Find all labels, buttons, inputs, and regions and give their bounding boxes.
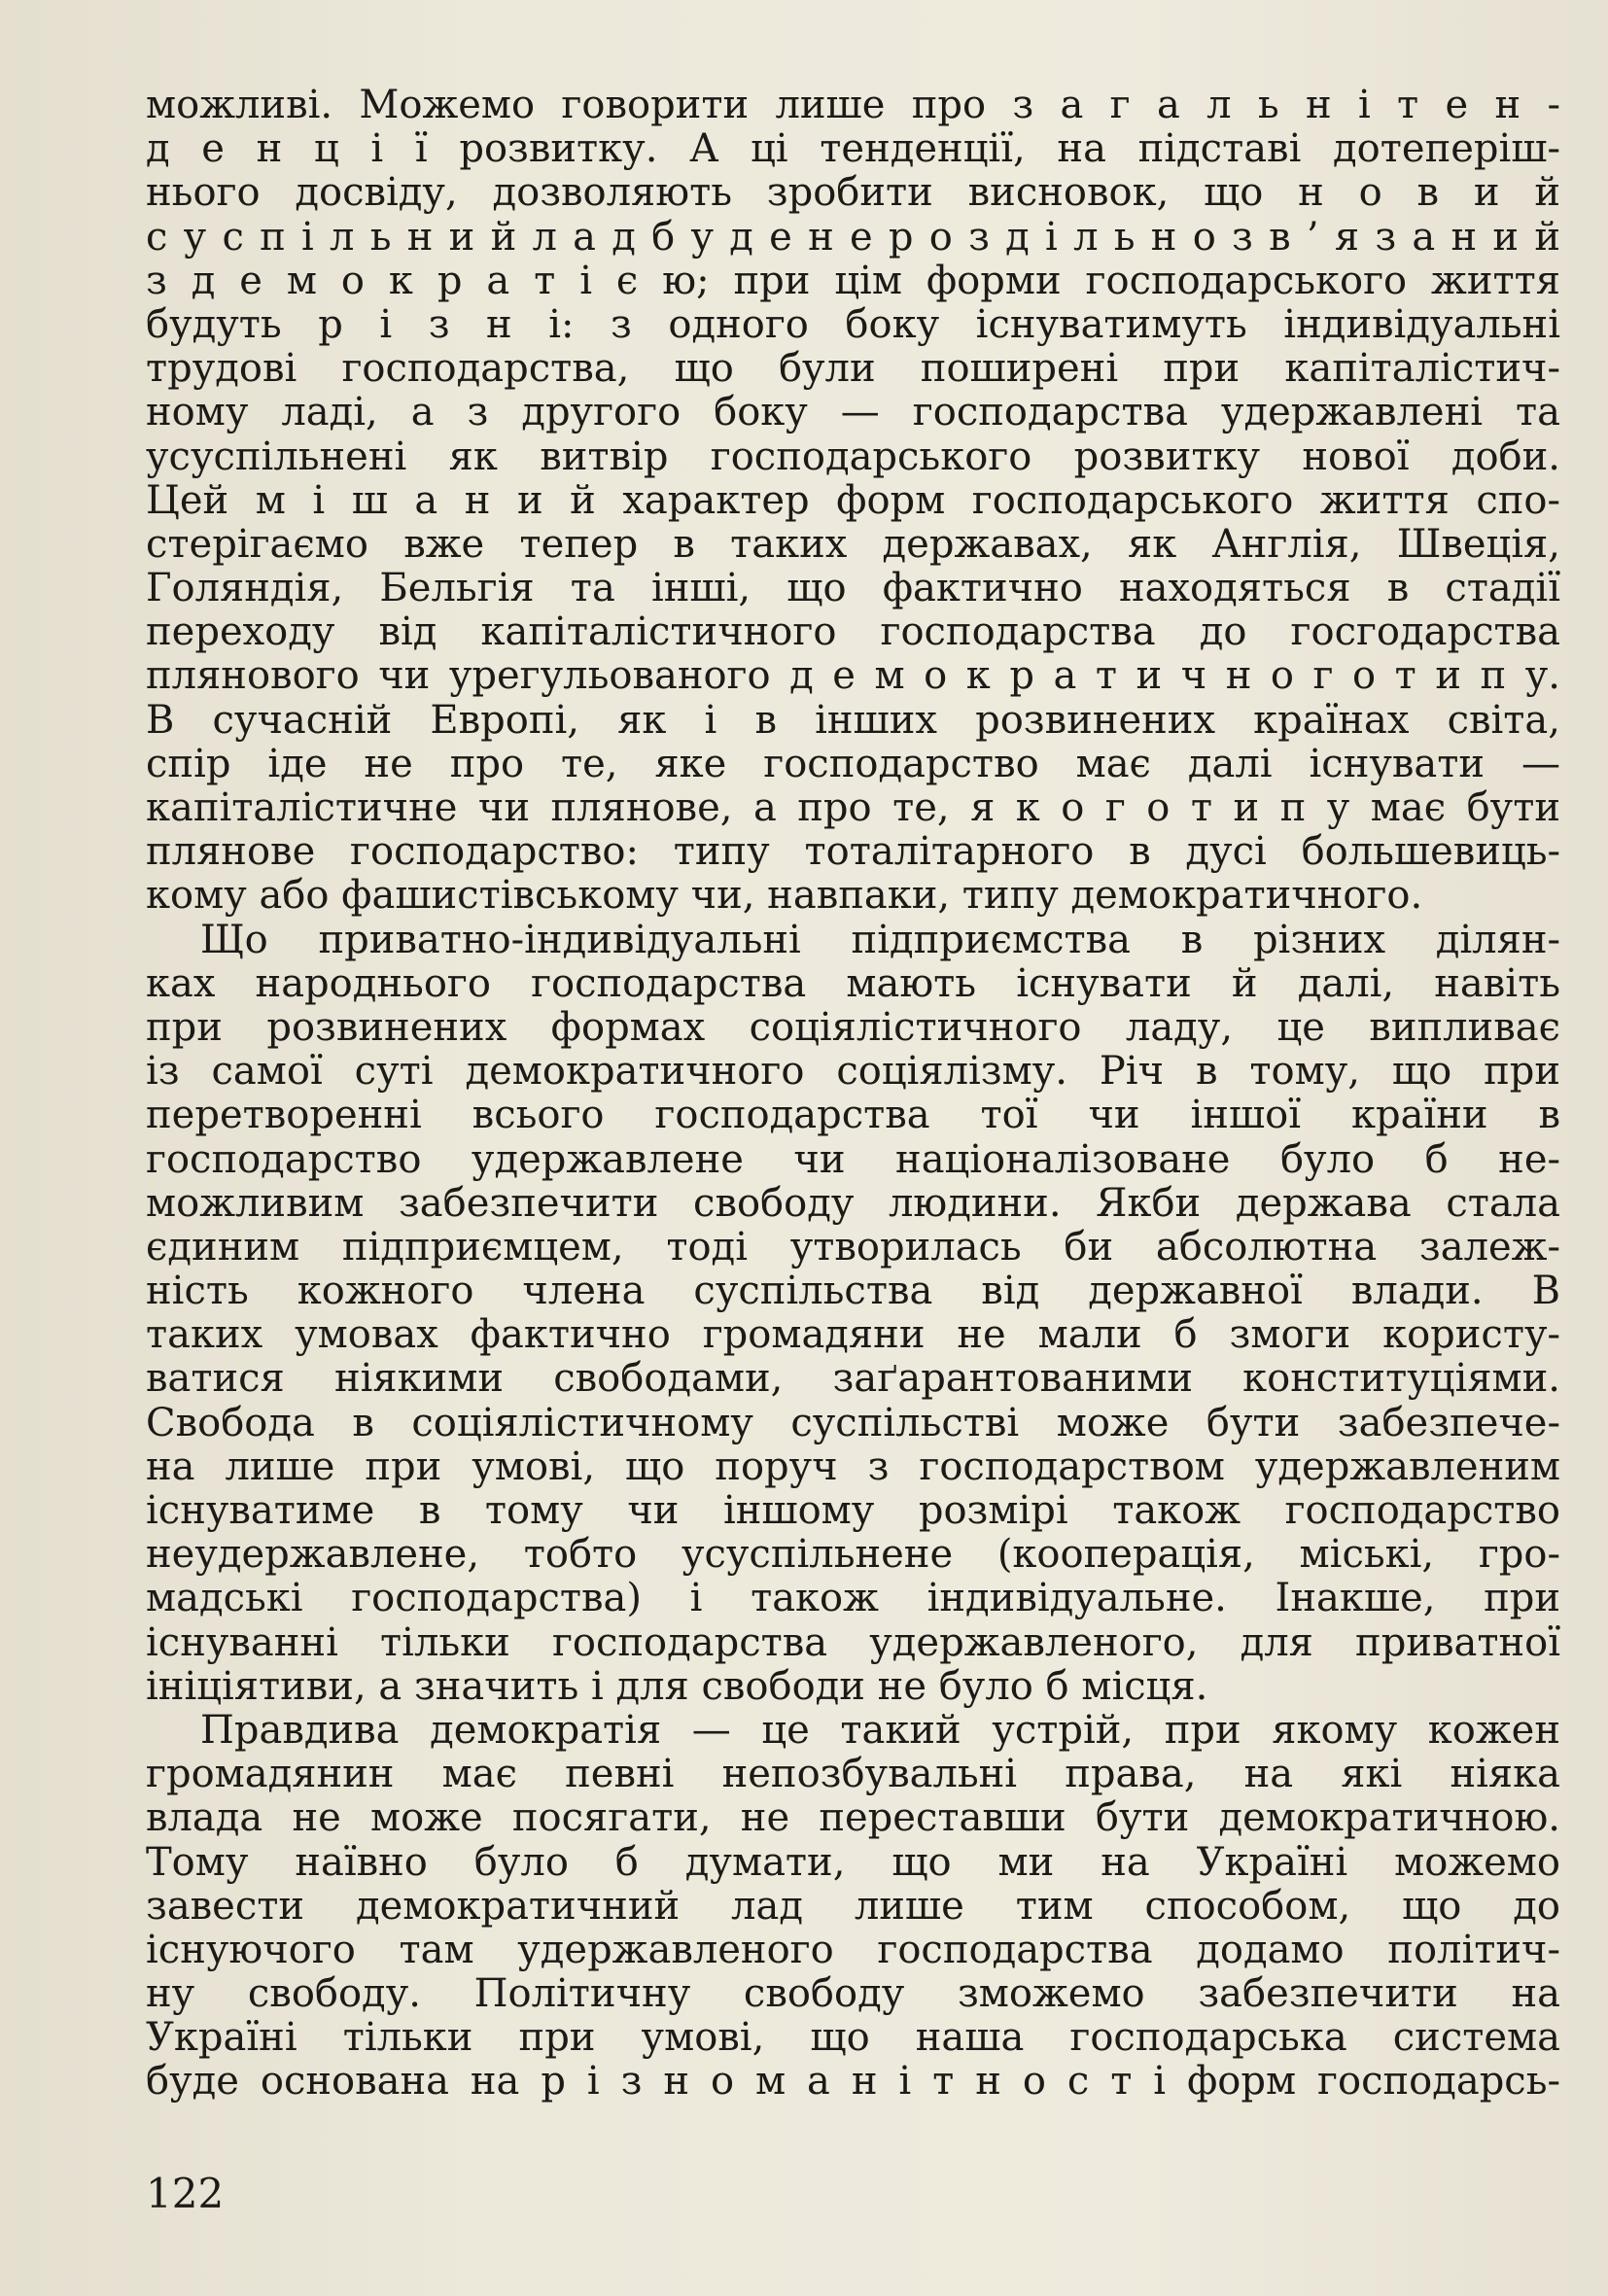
text-line: ному ладі, а з другого боку — господарства удержавлені та bbox=[146, 391, 1560, 435]
text-line: Тому наївно було б думати, що ми на Україні можемо bbox=[146, 1840, 1560, 1885]
text-line: стерігаємо вже тепер в таких державах, як Англія, Швеція, bbox=[146, 522, 1560, 567]
text-line: Цей м і ш а н и й характер форм господарського життя спо- bbox=[146, 478, 1560, 523]
text-line: плянового чи урегульованого д е м о к р а т и ч н о г о т и п у. bbox=[146, 654, 1560, 699]
text-line: Голяндія, Бельгія та інші, що фактично находяться в стадії bbox=[146, 567, 1560, 611]
text-line: ках народнього господарства мають існувати й далі, навіть bbox=[146, 961, 1560, 1006]
text-line: усуспільнені як витвір господарського розвитку нової доби. bbox=[146, 435, 1560, 479]
text-line: неудержавлене, тобто усуспільнене (кооперація, міські, гро- bbox=[146, 1533, 1560, 1578]
text-line: Свобода в соціялістичному суспільстві може бути забезпече- bbox=[146, 1401, 1560, 1445]
text-line: ну свободу. Політичну свободу зможемо забезпечити на bbox=[146, 1972, 1560, 2017]
text-line: д е н ц і ї розвитку. А ці тенденції, на підставі дотеперіш- bbox=[146, 127, 1560, 172]
page-number: 122 bbox=[146, 2170, 225, 2217]
text-line: господарство удержавлене чи націоналізоване було б не- bbox=[146, 1137, 1560, 1182]
text-line: плянове господарство: типу тоталітарного в дусі большевиць- bbox=[146, 830, 1560, 875]
text-line: трудові господарства, що були поширені при капіталістич- bbox=[146, 347, 1560, 392]
text-line: з д е м о к р а т і є ю; при цім форми господарського життя bbox=[146, 259, 1560, 303]
text-line: ініціятиви, а значить і для свободи не було б місця. bbox=[146, 1664, 1208, 1709]
text-line: при розвинених формах соціялістичного ладу, це випливає bbox=[146, 1005, 1560, 1050]
text-line: існуватиме в тому чи іншому розмірі також господарство bbox=[146, 1489, 1560, 1533]
text-line: ватися ніякими свободами, заґарантованими конституціями. bbox=[146, 1357, 1560, 1402]
text-line: влада не може посягати, не переставши бути демократичною. bbox=[146, 1796, 1560, 1841]
text-line: із самої суті демократичного соціялізму. Річ в тому, що при bbox=[146, 1050, 1560, 1095]
text-line: існуванні тільки господарства удержавленого, для приватної bbox=[146, 1620, 1560, 1665]
text-line: на лише при умові, що поруч з господарством удержавленим bbox=[146, 1444, 1560, 1489]
text-line: кому або фашистівському чи, навпаки, типу демократичного. bbox=[146, 874, 1423, 919]
text-line: В сучасній Европі, як і в інших розвинених країнах світа, bbox=[146, 698, 1560, 743]
text-line: с у с п і л ь н и й л а д б у д е н е р о з д і л ь н о з в ’ я з а н и й bbox=[146, 215, 1560, 260]
text-line: завести демократичний лад лише тим способом, що до bbox=[146, 1884, 1560, 1929]
text-line: капіталістичне чи плянове, а про те, я к о г о т и п у має бути bbox=[146, 786, 1560, 830]
paragraph-3 bbox=[146, 1709, 1560, 2105]
text-line: перетворенні всього господарства тої чи іншої країни в bbox=[146, 1094, 1560, 1138]
text-line: мадські господарства) і також індивідуальне. Інакше, при bbox=[146, 1577, 1560, 1621]
text-line: Україні тільки при умові, що наша господарська система bbox=[146, 2016, 1560, 2061]
text-line: існуючого там удержавленого господарства додамо політич- bbox=[146, 1928, 1560, 1972]
text-line: Правдива демократія — це такий устрій, при якому кожен bbox=[200, 1708, 1560, 1753]
text-line: таких умовах фактично громадяни не мали б змоги користу- bbox=[146, 1313, 1560, 1358]
paragraph-1 bbox=[146, 84, 1560, 919]
text-line: громадянин має певні непозбувальні права, на які ніяка bbox=[146, 1753, 1560, 1797]
text-line: нього досвіду, дозволяють зробити висновок, що н о в и й bbox=[146, 171, 1560, 216]
text-line: спір іде не про те, яке господарство має далі існувати — bbox=[146, 742, 1560, 786]
text-line: буде основана на р і з н о м а н і т н о с т і форм господарсь- bbox=[146, 2060, 1560, 2105]
text-line: можливі. Можемо говорити лише про з а г а л ь н і т е н - bbox=[146, 84, 1560, 127]
paragraph-2 bbox=[146, 919, 1560, 1709]
text-line: переходу від капіталістичного господарства до госгодарства bbox=[146, 610, 1560, 655]
text-line: єдиним підприємцем, тоді утворилась би абсолютна залеж- bbox=[146, 1225, 1560, 1270]
text-line: будуть р і з н і: з одного боку існуватимуть індивідуальні bbox=[146, 302, 1560, 347]
text-line: можливим забезпечити свободу людини. Якби держава стала bbox=[146, 1181, 1560, 1226]
text-line: Що приватно-індивідуальні підприємства в різних ділян- bbox=[200, 918, 1560, 962]
text-line: ність кожного члена суспільства від державної влади. В bbox=[146, 1270, 1560, 1314]
body-text bbox=[146, 84, 1560, 2105]
